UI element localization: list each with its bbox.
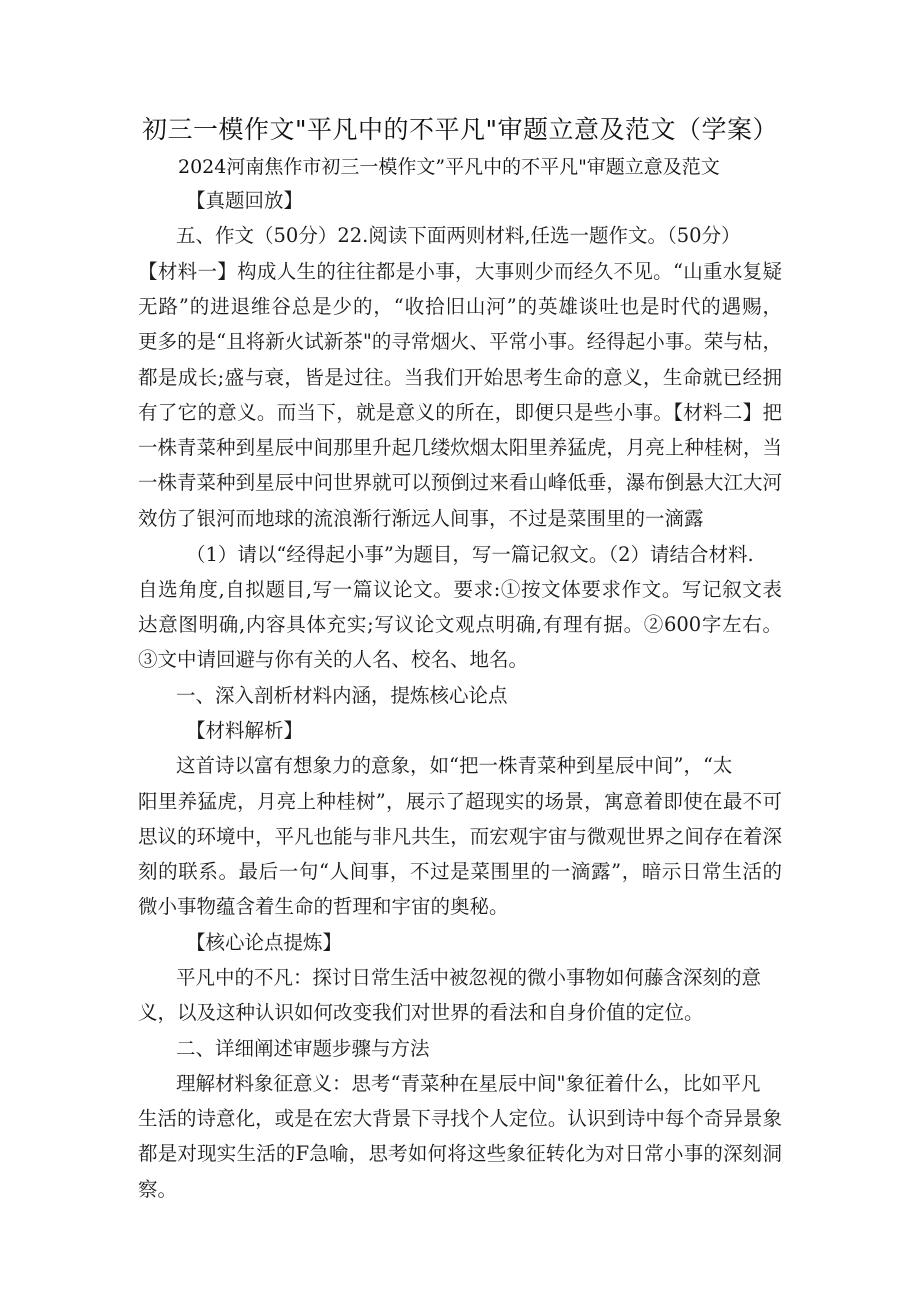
paragraph-line: 理解材料象征意义：思考“青菜种在星辰中间"象征着什么，比如平凡 [176, 1072, 761, 1095]
paragraph-line: ③文中请回避与你有关的人名、校名、地名。 [138, 648, 529, 671]
paragraph-line: 平凡中的不凡：探讨日常生活中被忽视的微小事物如何藤含深刻的意 [176, 966, 762, 989]
paragraph-line: （1）请以“经得起小事”为题目，写一篇记叙文。（2）请结合材料. [186, 543, 754, 566]
paragraph-line: 达意图明确,内容具体充实;写议论文观点明确,有理有据。②600字左右。 [138, 613, 782, 636]
paragraph-line: 五、作文（50分）22.阅读下面两则材料,任选一题作文。（50分） [176, 224, 741, 247]
paragraph-line: 都是成长;盛与衰，皆是过往。当我们开始思考生命的意义，生命就已经拥 [138, 366, 782, 389]
document-subtitle: 2024河南焦作市初三一模作文”平凡中的不平凡"审题立意及范文 [178, 156, 720, 178]
section-heading: 二、详细阐述审题步骤与方法 [176, 1037, 430, 1060]
paragraph-line: 有了它的意义。而当下，就是意义的所在，即便只是些小事。【材料二】把 [138, 401, 782, 424]
paragraph-line: 更多的是“且将新火试新茶"的寻常烟火、平常小事。经得起小事。荣与枯， [138, 330, 782, 353]
paragraph-line: 察。 [138, 1178, 178, 1201]
paragraph-line: 自选角度,自拟题目,写一篇议论文。要求:①按文体要求作文。写记叙文表 [138, 578, 782, 601]
section-heading: 【真题回放】 [186, 189, 304, 212]
paragraph-line: 义，以及这种认识如何改变我们对世界的看法和自身价值的定位。 [138, 1001, 704, 1024]
paragraph-line: 一株青菜种到星辰中间那里升起几缕炊烟太阳里养猛虎，月亮上种桂树，当 [138, 436, 782, 459]
paragraph-line: 刻的联系。最后一句“人间事，不过是菜围里的一滴露”，暗示日常生活的 [138, 860, 782, 883]
paragraph-line: 都是对现实生活的F急喻，思考如何将这些象征转化为对日常小事的深刻洞 [138, 1142, 782, 1165]
paragraph-line: 阳里养猛虎，月亮上种桂树”，展示了超现实的场景，寓意着即使在最不可 [138, 790, 782, 813]
paragraph-line: 效仿了银河而地球的流浪渐行渐远人间事，不过是菜围里的一滴露 [138, 507, 704, 530]
paragraph-line: 无路”的进退维谷总是少的，“收拾旧山河”的英雄谈吐也是时代的遇赐， [138, 295, 782, 318]
paragraph-line: 这首诗以富有想象力的意象，如“把一株青菜种到星辰中间”，“太 [176, 754, 733, 777]
paragraph-line: 微小事物蕴含着生命的哲理和宇宙的奥秘。 [138, 895, 509, 918]
section-heading: 【核心论点提炼】 [186, 931, 343, 954]
paragraph-line: 生活的诗意化，或是在宏大背景下寻找个人定位。认识到诗中每个奇异景象 [138, 1107, 782, 1130]
paragraph-line: 一株青菜种到星辰中问世界就可以预倒过来看山峰低垂，瀑布倒悬大江大河 [138, 471, 782, 494]
section-heading: 一、深入剖析材料内涵，提炼核心论点 [176, 684, 508, 707]
paragraph-line: 思议的环境中，平凡也能与非凡共生，而宏观宇宙与微观世界之间存在着深 [138, 825, 782, 848]
document-title: 初三一模作文"平凡中的不平凡"审题立意及范文（学案） [141, 115, 778, 144]
paragraph-line: 【材料一】构成人生的往往都是小事，大事则少而经久不见。“山重水复疑 [138, 260, 782, 283]
section-heading: 【材料解析】 [186, 719, 304, 742]
